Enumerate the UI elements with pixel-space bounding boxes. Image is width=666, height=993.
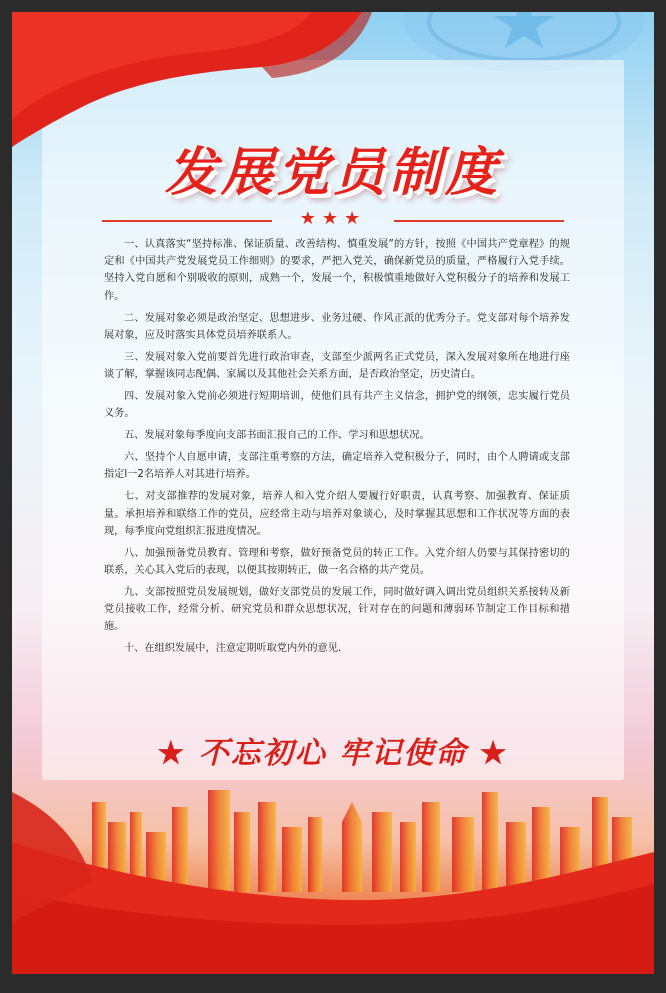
star-icon: ★ [479, 736, 509, 771]
regulation-text [104, 236, 570, 662]
slogan [12, 728, 654, 772]
poster [12, 12, 654, 974]
city-skyline-graphic [12, 772, 654, 974]
paragraph: 六、坚持个人自愿申请，支部注重考察的方法，确定培养入党积极分子，同时，由个人聘请或支部指定l一2名培养人对其进行培养。 [104, 452, 570, 481]
paragraph: 四、发展对象入党前必须进行短期培训，使他们具有共产主义信念，拥护党的纲领，忠实履行党员义务。 [104, 391, 570, 420]
paragraph: 二、发展对象必须是政治坚定、思想进步、业务过硬、作风正派的优秀分子。党支部对每个培养发展对象，应及时落实具体党员培养联系人。 [104, 312, 570, 341]
paragraph: 七、对支部推荐的发展对象，培养人和入党介绍人要履行好职责，认真考察、加强教育、保证质量。承担培养和联络工作的党员，应经常主动与培养对象谈心，及时掌握其思想和工作状况等方面的表现，每季度向党组织汇报进度情况。 [104, 491, 570, 537]
paragraph: 十、在组织发展中，注意定期听取党内外的意见. [124, 643, 342, 655]
title-divider-right [394, 220, 564, 222]
slogan-text: 不忘初心 牢记使命 [198, 736, 468, 771]
paragraph: 三、发展对象入党前要首先进行政治审查，支部至少派两名正式党员，深入发展对象所在地进行座谈了解，掌握该同志配偶、家属以及其他社会关系方面，是否政治坚定，历史清白。 [104, 351, 570, 381]
paragraph: 九、支部按照党员发展规划，做好支部党员的发展工作，同时做好调入调出党员组织关系接转及新党员接收工作，经常分析、研究党员和群众思想状况，针对存在的问题和薄弱环节制定工作目标和措施。 [104, 587, 570, 633]
paragraph: 五、发展对象每季度向支部书面汇报自己的工作、学习和思想状况。 [124, 430, 430, 442]
star-icon: ★ [157, 736, 187, 771]
paragraph: 八、加强预备党员教育、管理和考察，做好预备党员的转正工作。入党介绍人仍要与其保持密切的联系，关心其入党后的表现，以便其按期转正，做一名合格的共产党员。 [104, 547, 570, 577]
page-title: 发展党员制度 [164, 142, 501, 203]
paragraph: 一、认真落实“坚持标准、保证质量、改善结构、慎重发展”的方针，按照《中国共产党章程》的规定和《中国共产党发展党员工作细则》的要求，严把入党关，确保新党员的质量，严格履行入党手续。坚持入党自愿和个别吸收的原则，成熟一个，发展一个，积极慎重地做好入党积极分子的培养和发展工作。 [104, 239, 570, 302]
title-stars: ★★★ [299, 208, 367, 229]
